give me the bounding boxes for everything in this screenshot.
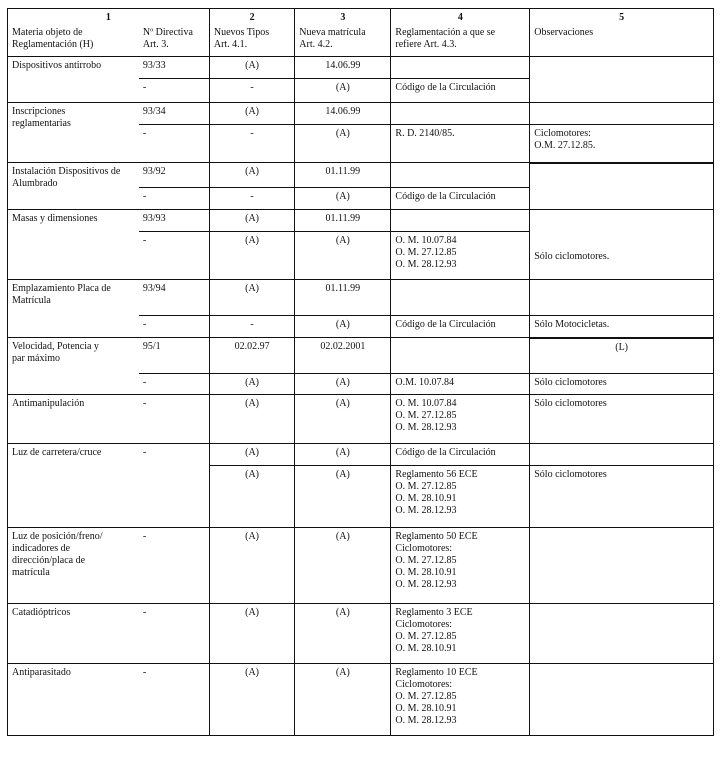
cell-nuevos-tipos: (A) <box>209 103 294 125</box>
table-row <box>8 444 714 466</box>
cell-nueva-matricula: 14.06.99 <box>295 57 391 79</box>
cell-nuevos-tipos: - <box>209 188 294 210</box>
cell-materia <box>8 79 139 103</box>
table-row <box>8 528 714 604</box>
cell-nuevos-tipos: (A) <box>209 210 294 232</box>
cell-materia: Antiparasitado <box>8 664 139 736</box>
cell-nueva-matricula: (A) <box>295 604 391 664</box>
header-reglamentacion: Reglamentación a que se refiere Art. 4.3. <box>391 24 530 57</box>
cell-observaciones <box>530 604 714 664</box>
cell-nuevos-tipos: (A) <box>209 604 294 664</box>
cell-nueva-matricula: (A) <box>295 232 391 280</box>
cell-reglamentacion <box>391 338 530 374</box>
header-nueva-matricula: Nueva matrícula Art. 4.2. <box>295 24 391 57</box>
cell-observaciones: Sólo ciclomotores <box>530 466 714 528</box>
cell-nuevos-tipos: (A) <box>209 374 294 395</box>
header-row <box>8 24 714 57</box>
cell-observaciones <box>530 210 714 280</box>
cell-nueva-matricula: 01.11.99 <box>295 163 391 188</box>
cell-directiva: - <box>139 79 209 103</box>
cell-nueva-matricula: 01.11.99 <box>295 280 391 316</box>
cell-directiva: 93/34 <box>139 103 209 125</box>
table-row <box>8 163 714 188</box>
cell-materia: Emplazamiento Placa de Matrícula <box>8 280 139 338</box>
cell-nuevos-tipos: - <box>209 316 294 338</box>
cell-directiva: - <box>139 188 209 210</box>
cell-observaciones <box>530 103 714 125</box>
cell-observaciones <box>530 664 714 736</box>
cell-nueva-matricula: (A) <box>295 528 391 604</box>
cell-directiva: - <box>139 528 209 604</box>
cell-materia: Antimanipulación <box>8 395 139 444</box>
cell-observaciones <box>530 163 714 210</box>
cell-nuevos-tipos: (A) <box>209 528 294 604</box>
cell-nuevos-tipos: (A) <box>209 280 294 316</box>
cell-observaciones: Sólo ciclomotores <box>530 395 714 444</box>
cell-nueva-matricula: (A) <box>295 444 391 466</box>
table-row <box>8 604 714 664</box>
cell-nuevos-tipos: 02.02.97 <box>209 338 294 374</box>
cell-nueva-matricula: (A) <box>295 374 391 395</box>
cell-observaciones: Sólo Motocicletas. <box>530 316 714 338</box>
cell-observaciones <box>530 57 714 103</box>
table-row <box>8 395 714 444</box>
cell-observaciones <box>530 528 714 604</box>
cell-directiva: 93/33 <box>139 57 209 79</box>
cell-reglamentacion <box>391 163 530 188</box>
cell-materia: Luz de carretera/cruce <box>8 444 139 528</box>
cell-nueva-matricula: 14.06.99 <box>295 103 391 125</box>
table-row <box>8 280 714 316</box>
cell-nueva-matricula: (A) <box>295 664 391 736</box>
cell-directiva: - <box>139 395 209 444</box>
cell-reglamentacion: Código de la Circulación <box>391 316 530 338</box>
cell-nuevos-tipos: (A) <box>209 232 294 280</box>
cell-nuevos-tipos: (A) <box>209 664 294 736</box>
cell-reglamentacion <box>391 103 530 125</box>
cell-observaciones <box>530 444 714 466</box>
cell-directiva: 93/93 <box>139 210 209 232</box>
cell-directiva: 95/1 <box>139 338 209 374</box>
column-number-1: 1 <box>8 9 210 25</box>
cell-materia: Masas y dimensiones <box>8 210 139 280</box>
cell-reglamentacion <box>391 57 530 79</box>
cell-nueva-matricula: (A) <box>295 79 391 103</box>
regulation-table-page <box>7 8 714 758</box>
cell-observaciones: Sólo ciclomotores <box>530 374 714 395</box>
cell-reglamentacion: O.M. 10.07.84 <box>391 374 530 395</box>
cell-reglamentacion: Reglamento 50 ECE Ciclomotores: O. M. 27.12.85 O. M. 28.10.91 O. M. 28.12.93 <box>391 528 530 604</box>
column-number-5: 5 <box>530 9 714 25</box>
cell-directiva: - <box>139 604 209 664</box>
table-row <box>8 210 714 232</box>
cell-reglamentacion: Reglamento 56 ECE O. M. 27.12.85 O. M. 28.10.91 O. M. 28.12.93 <box>391 466 530 528</box>
cell-directiva: - <box>139 374 209 395</box>
cell-observaciones <box>530 280 714 316</box>
cell-reglamentacion <box>391 210 530 232</box>
table-row <box>8 664 714 736</box>
cell-materia: Instalación Dispositivos de Alumbrado <box>8 163 139 210</box>
cell-directiva: - <box>139 444 209 528</box>
cell-reglamentacion: R. D. 2140/85. <box>391 125 530 163</box>
cell-nueva-matricula: 02.02.2001 <box>295 338 391 374</box>
cell-directiva: - <box>139 316 209 338</box>
cell-reglamentacion: Reglamento 10 ECE Ciclomotores: O. M. 27.12.85 O. M. 28.10.91 O. M. 28.12.93 <box>391 664 530 736</box>
cell-reglamentacion: Reglamento 3 ECE Ciclomotores: O. M. 27.12.85 O. M. 28.10.91 <box>391 604 530 664</box>
cell-nueva-matricula: (A) <box>295 466 391 528</box>
cell-reglamentacion: O. M. 10.07.84 O. M. 27.12.85 O. M. 28.12.93 <box>391 395 530 444</box>
cell-nuevos-tipos: - <box>209 79 294 103</box>
column-number-2: 2 <box>209 9 294 25</box>
cell-nueva-matricula: (A) <box>295 125 391 163</box>
cell-reglamentacion: Código de la Circulación <box>391 188 530 210</box>
column-number-3: 3 <box>295 9 391 25</box>
cell-nuevos-tipos: (A) <box>209 163 294 188</box>
cell-reglamentacion: O. M. 10.07.84 O. M. 27.12.85 O. M. 28.12.93 <box>391 232 530 280</box>
cell-materia: Catadióptricos <box>8 604 139 664</box>
cell-materia: Inscripciones reglamentarias <box>8 103 139 163</box>
cell-reglamentacion: Código de la Circulación <box>391 444 530 466</box>
cell-nuevos-tipos: - <box>209 125 294 163</box>
cell-nueva-matricula: 01.11.99 <box>295 210 391 232</box>
cell-nuevos-tipos: (A) <box>209 57 294 79</box>
cell-nuevos-tipos: (A) <box>209 395 294 444</box>
observaciones-text: Sólo ciclomotores. <box>534 251 610 262</box>
regulation-table <box>7 8 714 736</box>
cell-nueva-matricula: (A) <box>295 188 391 210</box>
cell-directiva: - <box>139 232 209 280</box>
cell-nuevos-tipos: (A) <box>209 466 294 528</box>
cell-materia: Dispositivos antirrobo <box>8 57 139 79</box>
header-materia: Materia objeto de Reglamentación (H) <box>8 24 139 57</box>
cell-materia: Velocidad, Potencia y par máximo <box>8 338 139 395</box>
cell-nueva-matricula: (A) <box>295 395 391 444</box>
cell-reglamentacion <box>391 280 530 316</box>
header-directiva: Nº Directiva Art. 3. <box>139 24 209 57</box>
cell-materia: Luz de posición/freno/ indicadores de dirección/placa de matrícula <box>8 528 139 604</box>
cell-observaciones: Ciclomotores: O.M. 27.12.85. <box>530 125 714 163</box>
cell-directiva: 93/92 <box>139 163 209 188</box>
cell-directiva: - <box>139 125 209 163</box>
cell-nueva-matricula: (A) <box>295 316 391 338</box>
cell-directiva: 93/94 <box>139 280 209 316</box>
column-number-row <box>8 9 714 25</box>
cell-reglamentacion: Código de la Circulación <box>391 79 530 103</box>
header-nuevos-tipos: Nuevos Tipos Art. 4.1. <box>209 24 294 57</box>
table-row <box>8 338 714 374</box>
cell-directiva: - <box>139 664 209 736</box>
table-row <box>8 57 714 79</box>
column-number-4: 4 <box>391 9 530 25</box>
header-observaciones: Observaciones <box>530 24 714 57</box>
cell-observaciones: (L) <box>530 338 714 374</box>
table-row <box>8 103 714 125</box>
cell-nuevos-tipos: (A) <box>209 444 294 466</box>
